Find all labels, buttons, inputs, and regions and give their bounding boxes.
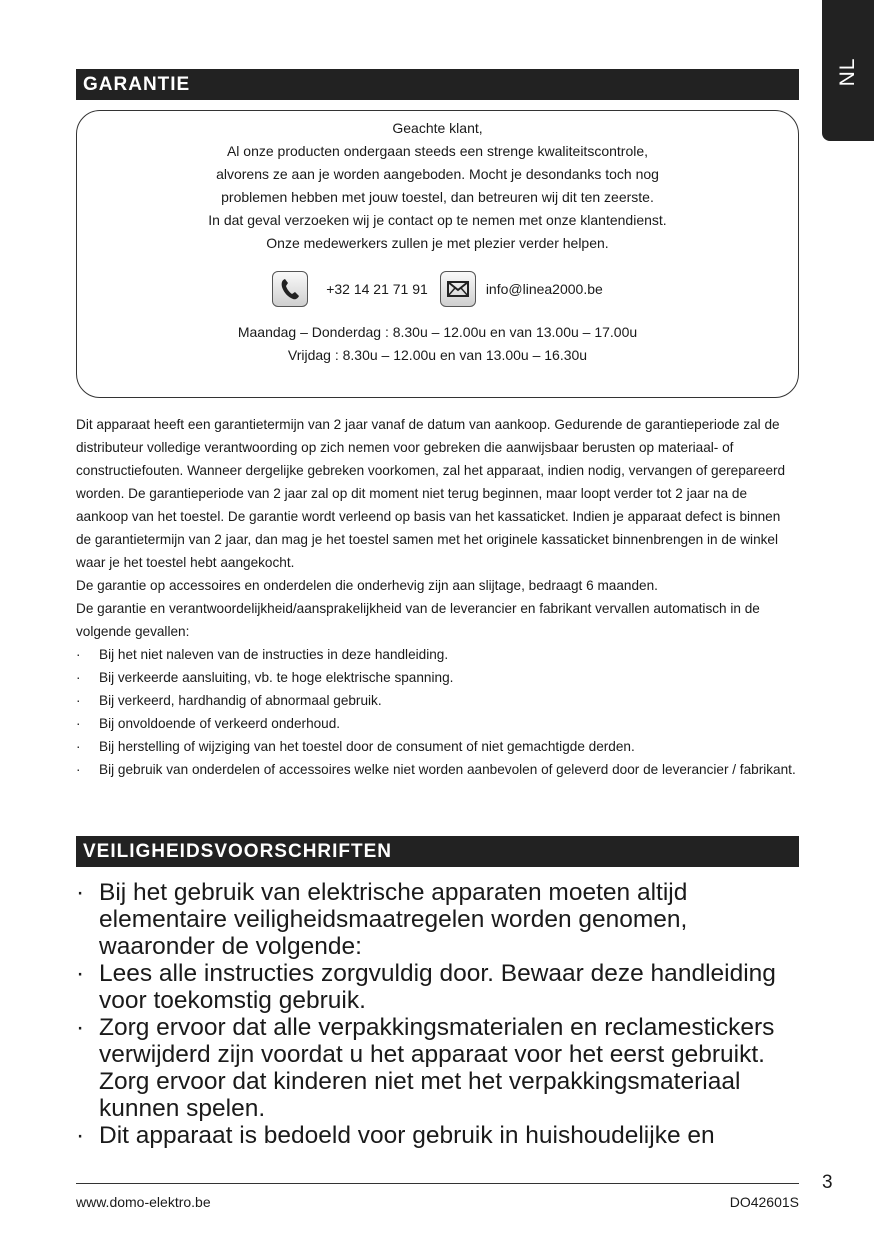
list-item: · Bij verkeerde aansluiting, vb. te hoge elektrische spanning. bbox=[76, 666, 799, 689]
opening-hours-friday: Vrijdag : 8.30u – 12.00u en van 13.00u – 16.30u bbox=[287, 347, 588, 363]
language-tab bbox=[822, 0, 874, 141]
language-label: NL bbox=[836, 57, 859, 87]
warranty-paragraph: Dit apparaat heeft een garantietermijn van 2 jaar vanaf de datum van aankoop. Gedurende de garantieperiode zal de distributeur volledige verantwoording op zich nemen voor gebreken die aanwijsbaar berusten op materiaal- of constructiefouten. Wanneer dergelijke gebreken voorkomen, zal het apparaat, indien nodig, vervangen of gerepareerd worden. De garantieperiode van 2 jaar zal op dit moment niet terug beginnen, maar loopt verder tot 2 jaar na de aankoop van het toestel. De garantie wordt verleend op basis van het kassaticket. Indien je apparaat defect is binnen de garantietermijn van 2 jaar, dan mag je het toestel samen met het originele kassaticket binnenbrengen in de winkel waar je het toestel hebt aangekocht. bbox=[76, 417, 786, 570]
accessories-paragraph: De garantie op accessoires en onderdelen die onderhevig zijn aan slijtage, bedraagt 6 maanden. bbox=[76, 578, 658, 593]
list-item: · Lees alle instructies zorgvuldig door. Bewaar deze handleiding voor toekomstig gebruik. bbox=[76, 960, 806, 1014]
list-item: · Dit apparaat is bedoeld voor gebruik in huishoudelijke en bbox=[76, 1122, 806, 1149]
page-number: 3 bbox=[822, 1172, 833, 1193]
phone-icon bbox=[272, 271, 308, 307]
list-item: · Bij verkeerd, hardhandig of abnormaal gebruik. bbox=[76, 689, 799, 712]
website-link[interactable]: www.domo-elektro.be bbox=[76, 1194, 211, 1210]
intro-line: problemen hebben met jouw toestel, dan betreuren wij dit ten zeerste. bbox=[221, 189, 654, 205]
list-item: · Bij gebruik van onderdelen of accessoires welke niet worden aanbevolen of geleverd door de leverancier / fabrikant. bbox=[76, 758, 799, 781]
list-item: · Bij herstelling of wijziging van het toestel door de consument of niet gemachtigde derden. bbox=[76, 735, 799, 758]
intro-line: alvorens ze aan je worden aangeboden. Mocht je desondanks toch nog bbox=[216, 166, 659, 182]
intro-line: In dat geval verzoeken wij je contact op te nemen met onze klantendienst. bbox=[208, 212, 667, 228]
list-item: · Bij het gebruik van elektrische apparaten moeten altijd elementaire veiligheidsmaatregelen worden genomen, waaronder de volgende: bbox=[76, 879, 806, 960]
contact-row bbox=[77, 269, 798, 309]
section-header-veiligheid: VEILIGHEIDSVOORSCHRIFTEN bbox=[76, 836, 799, 867]
opening-hours-weekdays: Maandag – Donderdag : 8.30u – 12.00u en van 13.00u – 17.00u bbox=[237, 324, 638, 340]
list-item: · Bij onvoldoende of verkeerd onderhoud. bbox=[76, 712, 799, 735]
customer-service-box bbox=[76, 110, 799, 398]
section-header-garantie: GARANTIE bbox=[76, 69, 799, 100]
phone-number[interactable]: +32 14 21 71 91 bbox=[326, 280, 428, 297]
list-item: · Bij het niet naleven van de instructies in deze handleiding. bbox=[76, 643, 799, 666]
email-link[interactable]: info@linea2000.be bbox=[485, 280, 603, 297]
model-number: DO42601S bbox=[729, 1194, 799, 1210]
safety-list bbox=[76, 879, 806, 1149]
exclusions-list bbox=[76, 643, 799, 781]
exclusions-paragraph: De garantie en verantwoordelijkheid/aansprakelijkheid van de leverancier en fabrikant vervallen automatisch in de volgende gevallen: bbox=[76, 601, 760, 639]
list-item: · Zorg ervoor dat alle verpakkingsmaterialen en reclamestickers verwijderd zijn voordat u het apparaat voor het eerst gebruikt. Zorg ervoor dat kinderen niet met het verpakkingsmateriaal kunnen spelen. bbox=[76, 1014, 806, 1122]
greeting-text: Geachte klant, bbox=[392, 120, 483, 136]
intro-line: Onze medewerkers zullen je met plezier verder helpen. bbox=[266, 235, 609, 251]
footer-divider bbox=[76, 1183, 799, 1184]
intro-line: Al onze producten ondergaan steeds een strenge kwaliteitscontrole, bbox=[226, 143, 649, 159]
envelope-icon bbox=[440, 271, 476, 307]
warranty-text bbox=[76, 413, 799, 781]
